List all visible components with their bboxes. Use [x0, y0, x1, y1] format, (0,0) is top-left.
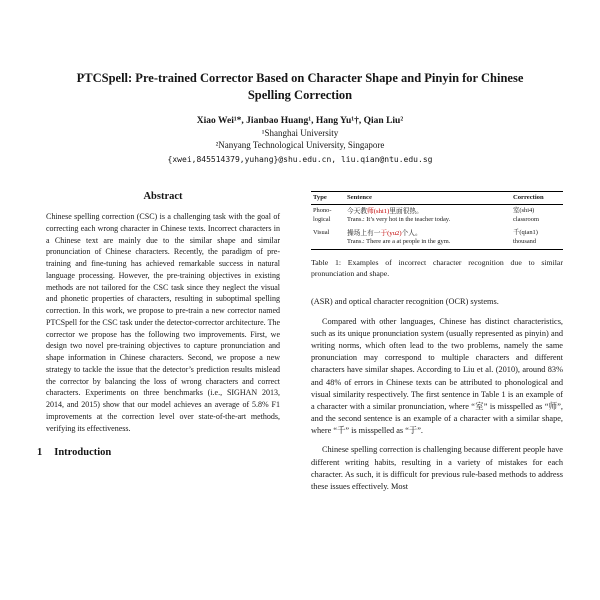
paragraph-1: (ASR) and optical character recognition (OCR) systems. [311, 297, 499, 307]
correction-gloss: classroom [513, 215, 539, 223]
type-line-2: logical [313, 215, 331, 223]
left-column [37, 191, 289, 493]
correction-gloss: thousand [513, 237, 537, 245]
type-cell [311, 227, 345, 250]
table-row [311, 227, 563, 250]
affiliation-1: ¹Shanghai University [261, 128, 339, 138]
zh-prefix: 操场上有一 [347, 230, 381, 238]
abstract-heading: Abstract [143, 191, 183, 202]
correction-cell [511, 227, 563, 250]
sentence-trans: Trans.: There are a at people in the gym. [347, 238, 451, 246]
zh-error-char: 师(shi1) [367, 207, 390, 215]
section-1-heading [37, 447, 289, 458]
type-cell [311, 204, 345, 227]
right-column [311, 191, 563, 493]
example-table [311, 191, 563, 250]
table-caption: Table 1: Examples of incorrect character recognition due to similar pronunciation and shape. [311, 258, 563, 279]
zh-suffix: 个人。 [401, 230, 422, 238]
sentence-trans: Trans.: It’s very hot in the teacher today. [347, 215, 451, 223]
sentence-cell [345, 227, 511, 250]
correction-char: 室(shi4) [513, 206, 535, 214]
affiliation-2: ²Nanyang Technological University, Singapore [215, 140, 385, 150]
paragraph-2: Compared with other languages, Chinese has distinct characteristics, such as its unique pronunciation system (usually represented as pinyin) and writing norms, which often lead to the two problems, namely the same pronunciation may correspond to multiple characters and different characters have similar shapes. According to Liu et al. (2010), around 83% and 48% of errors in Chinese texts can be attributed to phonological and visual similarity respectively. The first sentence in Table 1 is an example of a character with a similar pronunciation, where “室” is misspelled as “师”, and the second sentence is an example of a character with a similar shape, where “千” is misspelled as “于”. [311, 316, 563, 436]
table-header-type: Type [311, 192, 345, 205]
zh-error-char: 于(yu2) [380, 230, 402, 238]
table-header-sentence: Sentence [345, 192, 511, 205]
two-column-body [0, 191, 600, 493]
table-header-correction: Correction [511, 192, 563, 205]
authors-line: Xiao Wei¹*, Jianbao Huang¹, Hang Yu¹†, Qian Liu² [196, 116, 404, 126]
paper-title: PTCSpell: Pre-trained Corrector Based on Character Shape and Pinyin for Chinese Spelling Correction [76, 71, 524, 102]
type-line-1: Phono- [313, 206, 332, 214]
section-title: Introduction [54, 447, 112, 459]
correction-cell [511, 204, 563, 227]
table-header-row [311, 192, 563, 205]
sentence-zh [347, 207, 509, 216]
correction-char: 千(qian1) [513, 229, 538, 237]
abstract-text: Chinese spelling correction (CSC) is a challenging task with the goal of correcting each wrong character in Chinese texts. Incorrect characters in a Chinese text are mainly due to the similar shape and similar pronunciation of Chinese characters. Recently, the paradigm of pre-training and fine-tuning has achieved remarkable success in natural language processing. However, the pre-training objectives in existing methods are not tailored for the CSC task since they neglect the visual and phonetic properties of characters, resulting in suboptimal spelling correction. In this work, we propose to pre-train a new corrector named PTCSpell for the CSC task under the detector-corrector architecture. The corrector we propose has the following two improvements. First, we design two novel pre-training objectives to capture pronunciation and shape information in Chinese characters. Second, we propose a new strategy to tackle the issue that the detector’s prediction results mislead the corrector by balancing the loss of wrong characters and correct characters. Experiments on three benchmarks (i.e., SIGHAN 2013, 2014, and 2015) show that our model achieves an average of 5.8% F1 improvements at the correction level over state-of-the-art methods, verifying its effectiveness. [46, 212, 280, 433]
emails-line: {xwei,845514379,yuhang}@shu.edu.cn, liu.qian@ntu.edu.sg [167, 155, 433, 164]
paper-header [0, 0, 600, 164]
type-line-1: Visual [313, 229, 330, 237]
zh-prefix: 今天教 [347, 207, 368, 215]
zh-suffix: 里面很热。 [389, 207, 423, 215]
section-number: 1 [37, 447, 43, 459]
paragraph-3: Chinese spelling correction is challenging because different people have different writing habits, resulting in a variety of mistakes for each character. As such, it is difficult for previous rule-based methods to address these issues effectively. Most [311, 445, 563, 492]
table-row [311, 204, 563, 227]
sentence-zh [347, 229, 509, 238]
sentence-cell [345, 204, 511, 227]
